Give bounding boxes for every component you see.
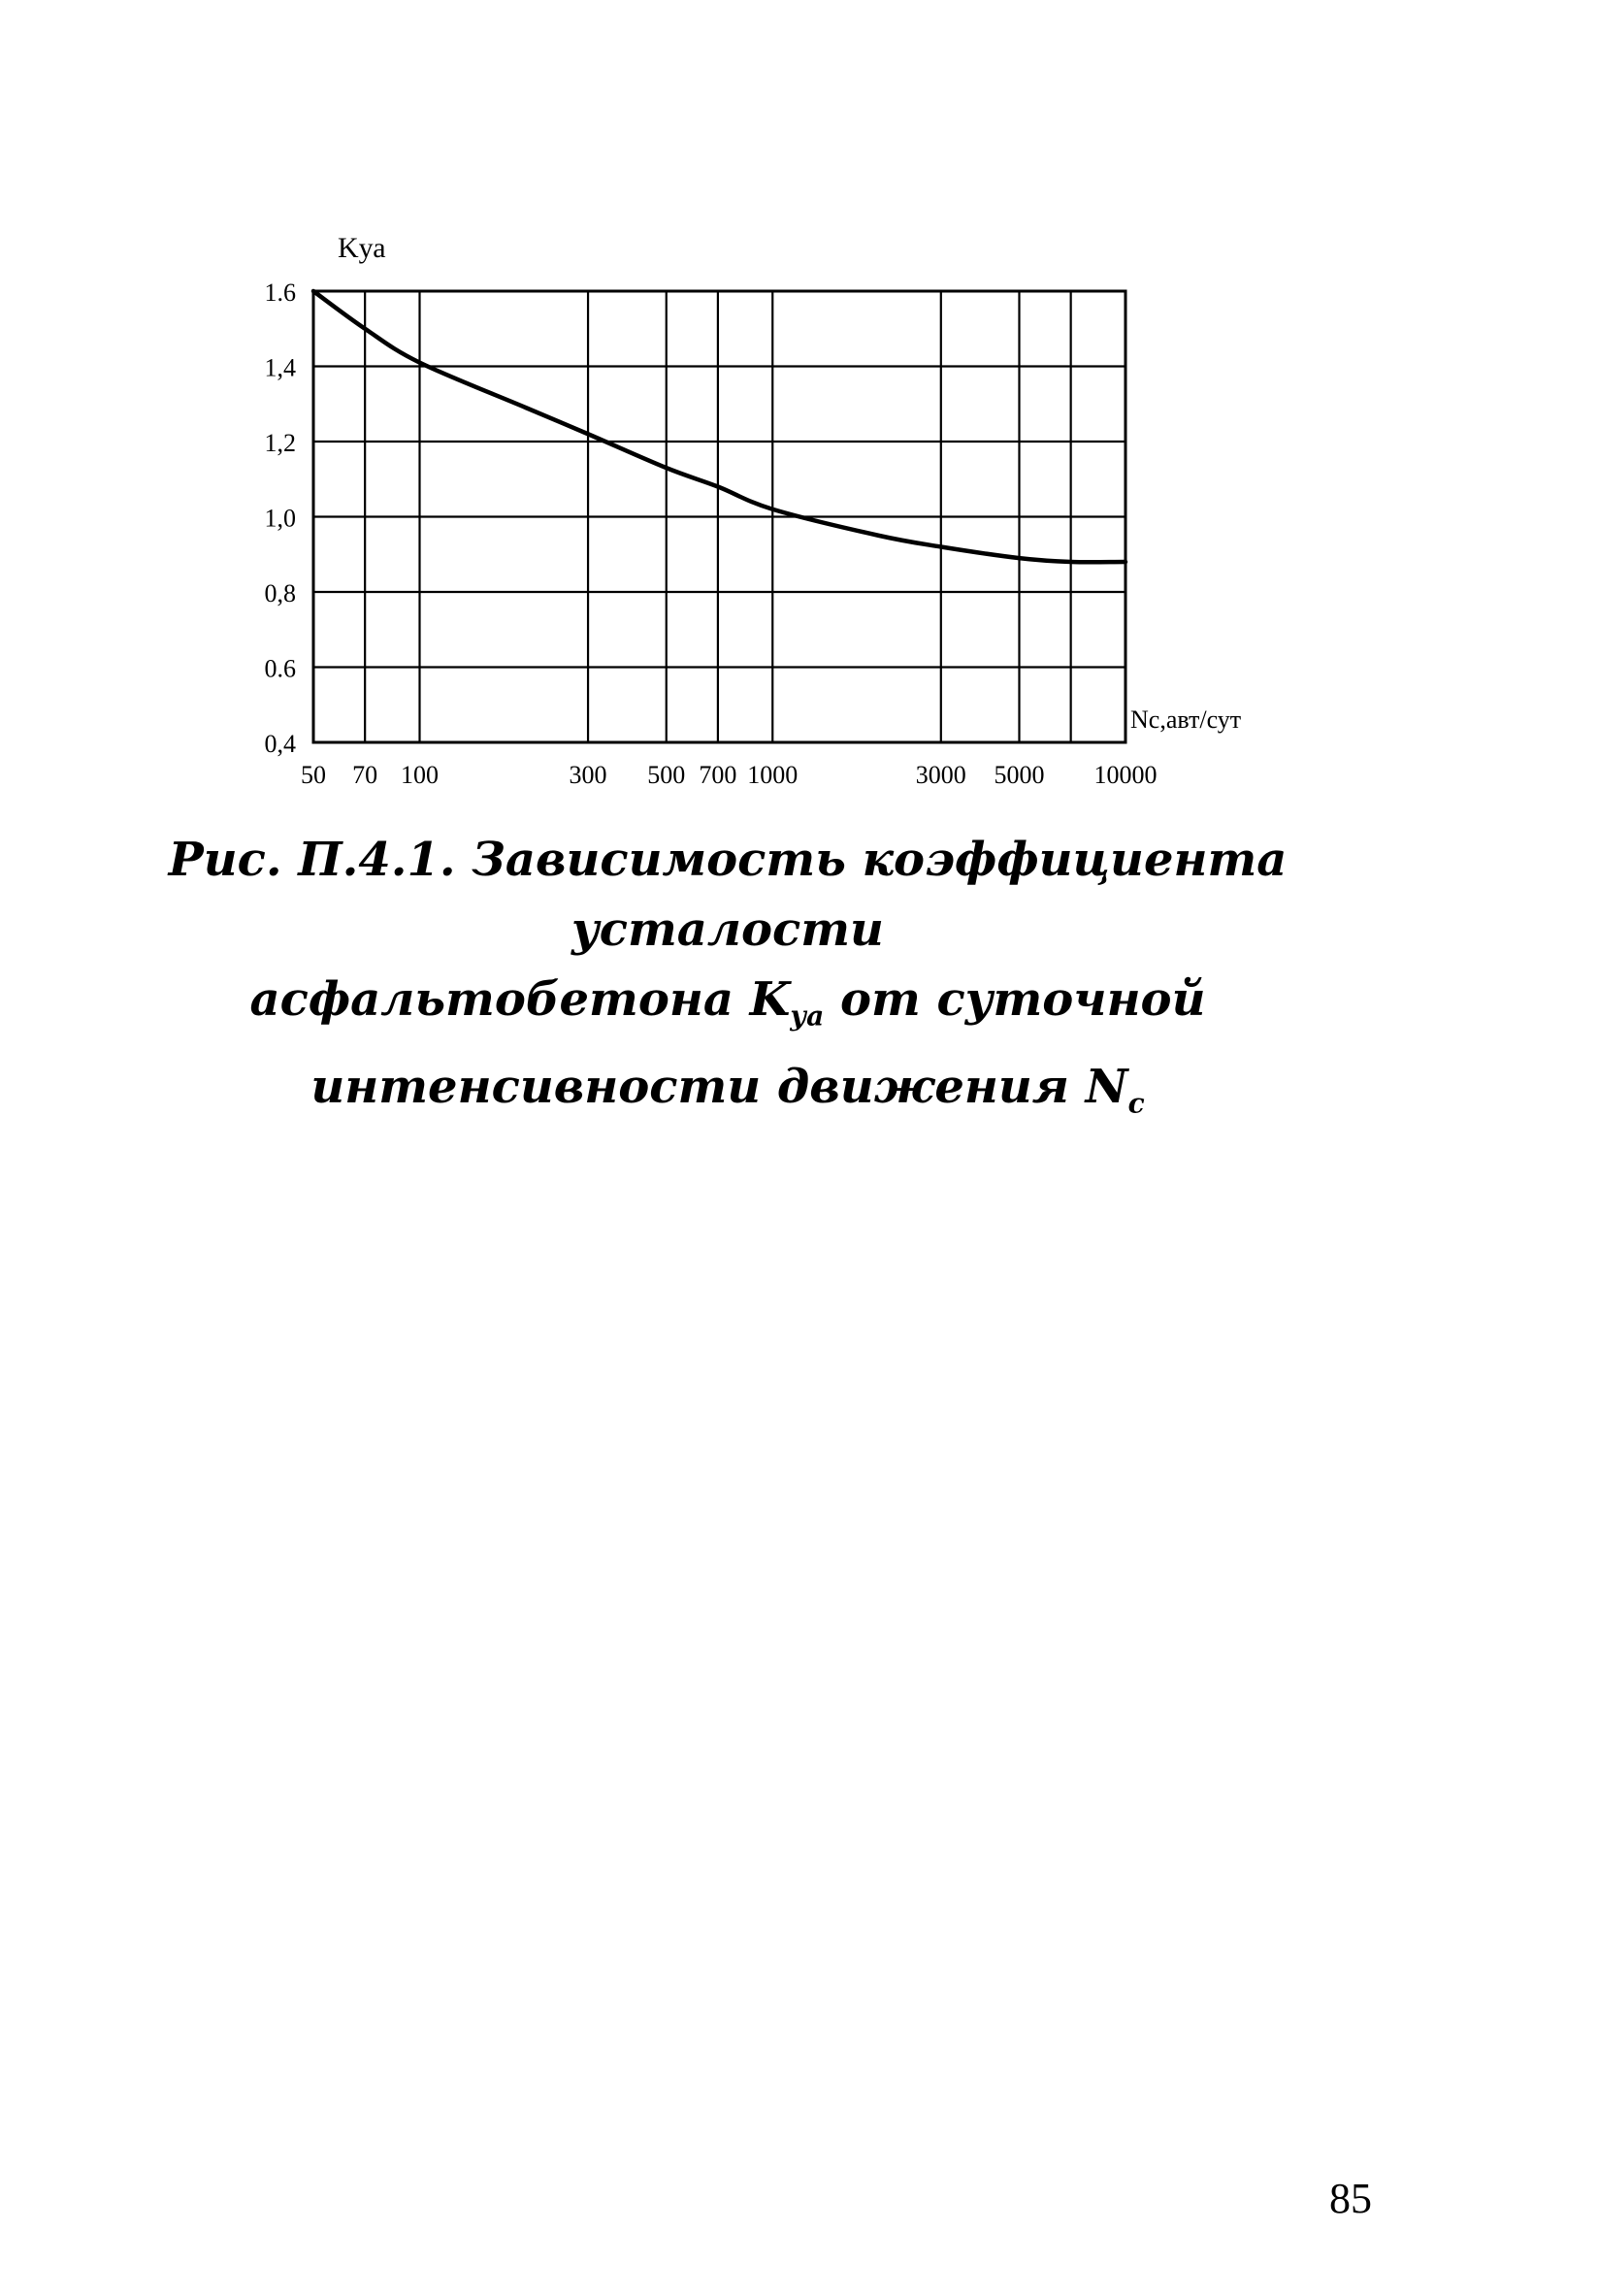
caption-subscript-a: уа bbox=[790, 1000, 825, 1033]
tick-label-layer bbox=[265, 279, 1158, 789]
x-tick-label-4: 500 bbox=[647, 761, 686, 789]
y-tick-label-5: 1,4 bbox=[264, 353, 296, 382]
x-axis-label: Nc,авт/сут bbox=[1130, 705, 1242, 734]
x-tick-label-2: 100 bbox=[400, 761, 439, 789]
caption-part-a: асфальтобетона K bbox=[249, 972, 791, 1027]
y-tick-label-2: 0,8 bbox=[264, 579, 296, 607]
x-tick-label-7: 3000 bbox=[915, 761, 966, 789]
x-tick-label-5: 700 bbox=[699, 761, 737, 789]
x-tick-label-3: 300 bbox=[569, 761, 607, 789]
x-tick-label-9: 10000 bbox=[1093, 761, 1158, 789]
x-tick-label-8: 5000 bbox=[994, 761, 1045, 789]
caption-line-2 bbox=[97, 965, 1358, 1138]
caption-subscript-b: c bbox=[1127, 1087, 1145, 1120]
y-tick-label-4: 1,2 bbox=[264, 429, 296, 457]
caption-line-1: Рис. П.4.1. Зависимость коэффициента усталости bbox=[168, 833, 1288, 957]
grid-layer bbox=[313, 291, 1125, 742]
series-layer bbox=[313, 291, 1125, 562]
y-tick-label-1: 0.6 bbox=[264, 654, 296, 683]
page-number: 85 bbox=[1329, 2175, 1372, 2222]
x-tick-label-0: 50 bbox=[301, 761, 326, 789]
figure-caption bbox=[97, 825, 1358, 1138]
y-axis-label: Kуа bbox=[338, 232, 386, 264]
y-tick-label-0: 0,4 bbox=[264, 730, 296, 758]
x-tick-label-6: 1000 bbox=[747, 761, 799, 789]
x-tick-label-1: 70 bbox=[352, 761, 378, 789]
y-tick-label-3: 1,0 bbox=[264, 504, 296, 533]
series-line-0 bbox=[313, 291, 1125, 562]
caption-part-b: от суточной интенсивности движения N bbox=[310, 972, 1206, 1114]
y-tick-label-6: 1.6 bbox=[264, 279, 296, 307]
